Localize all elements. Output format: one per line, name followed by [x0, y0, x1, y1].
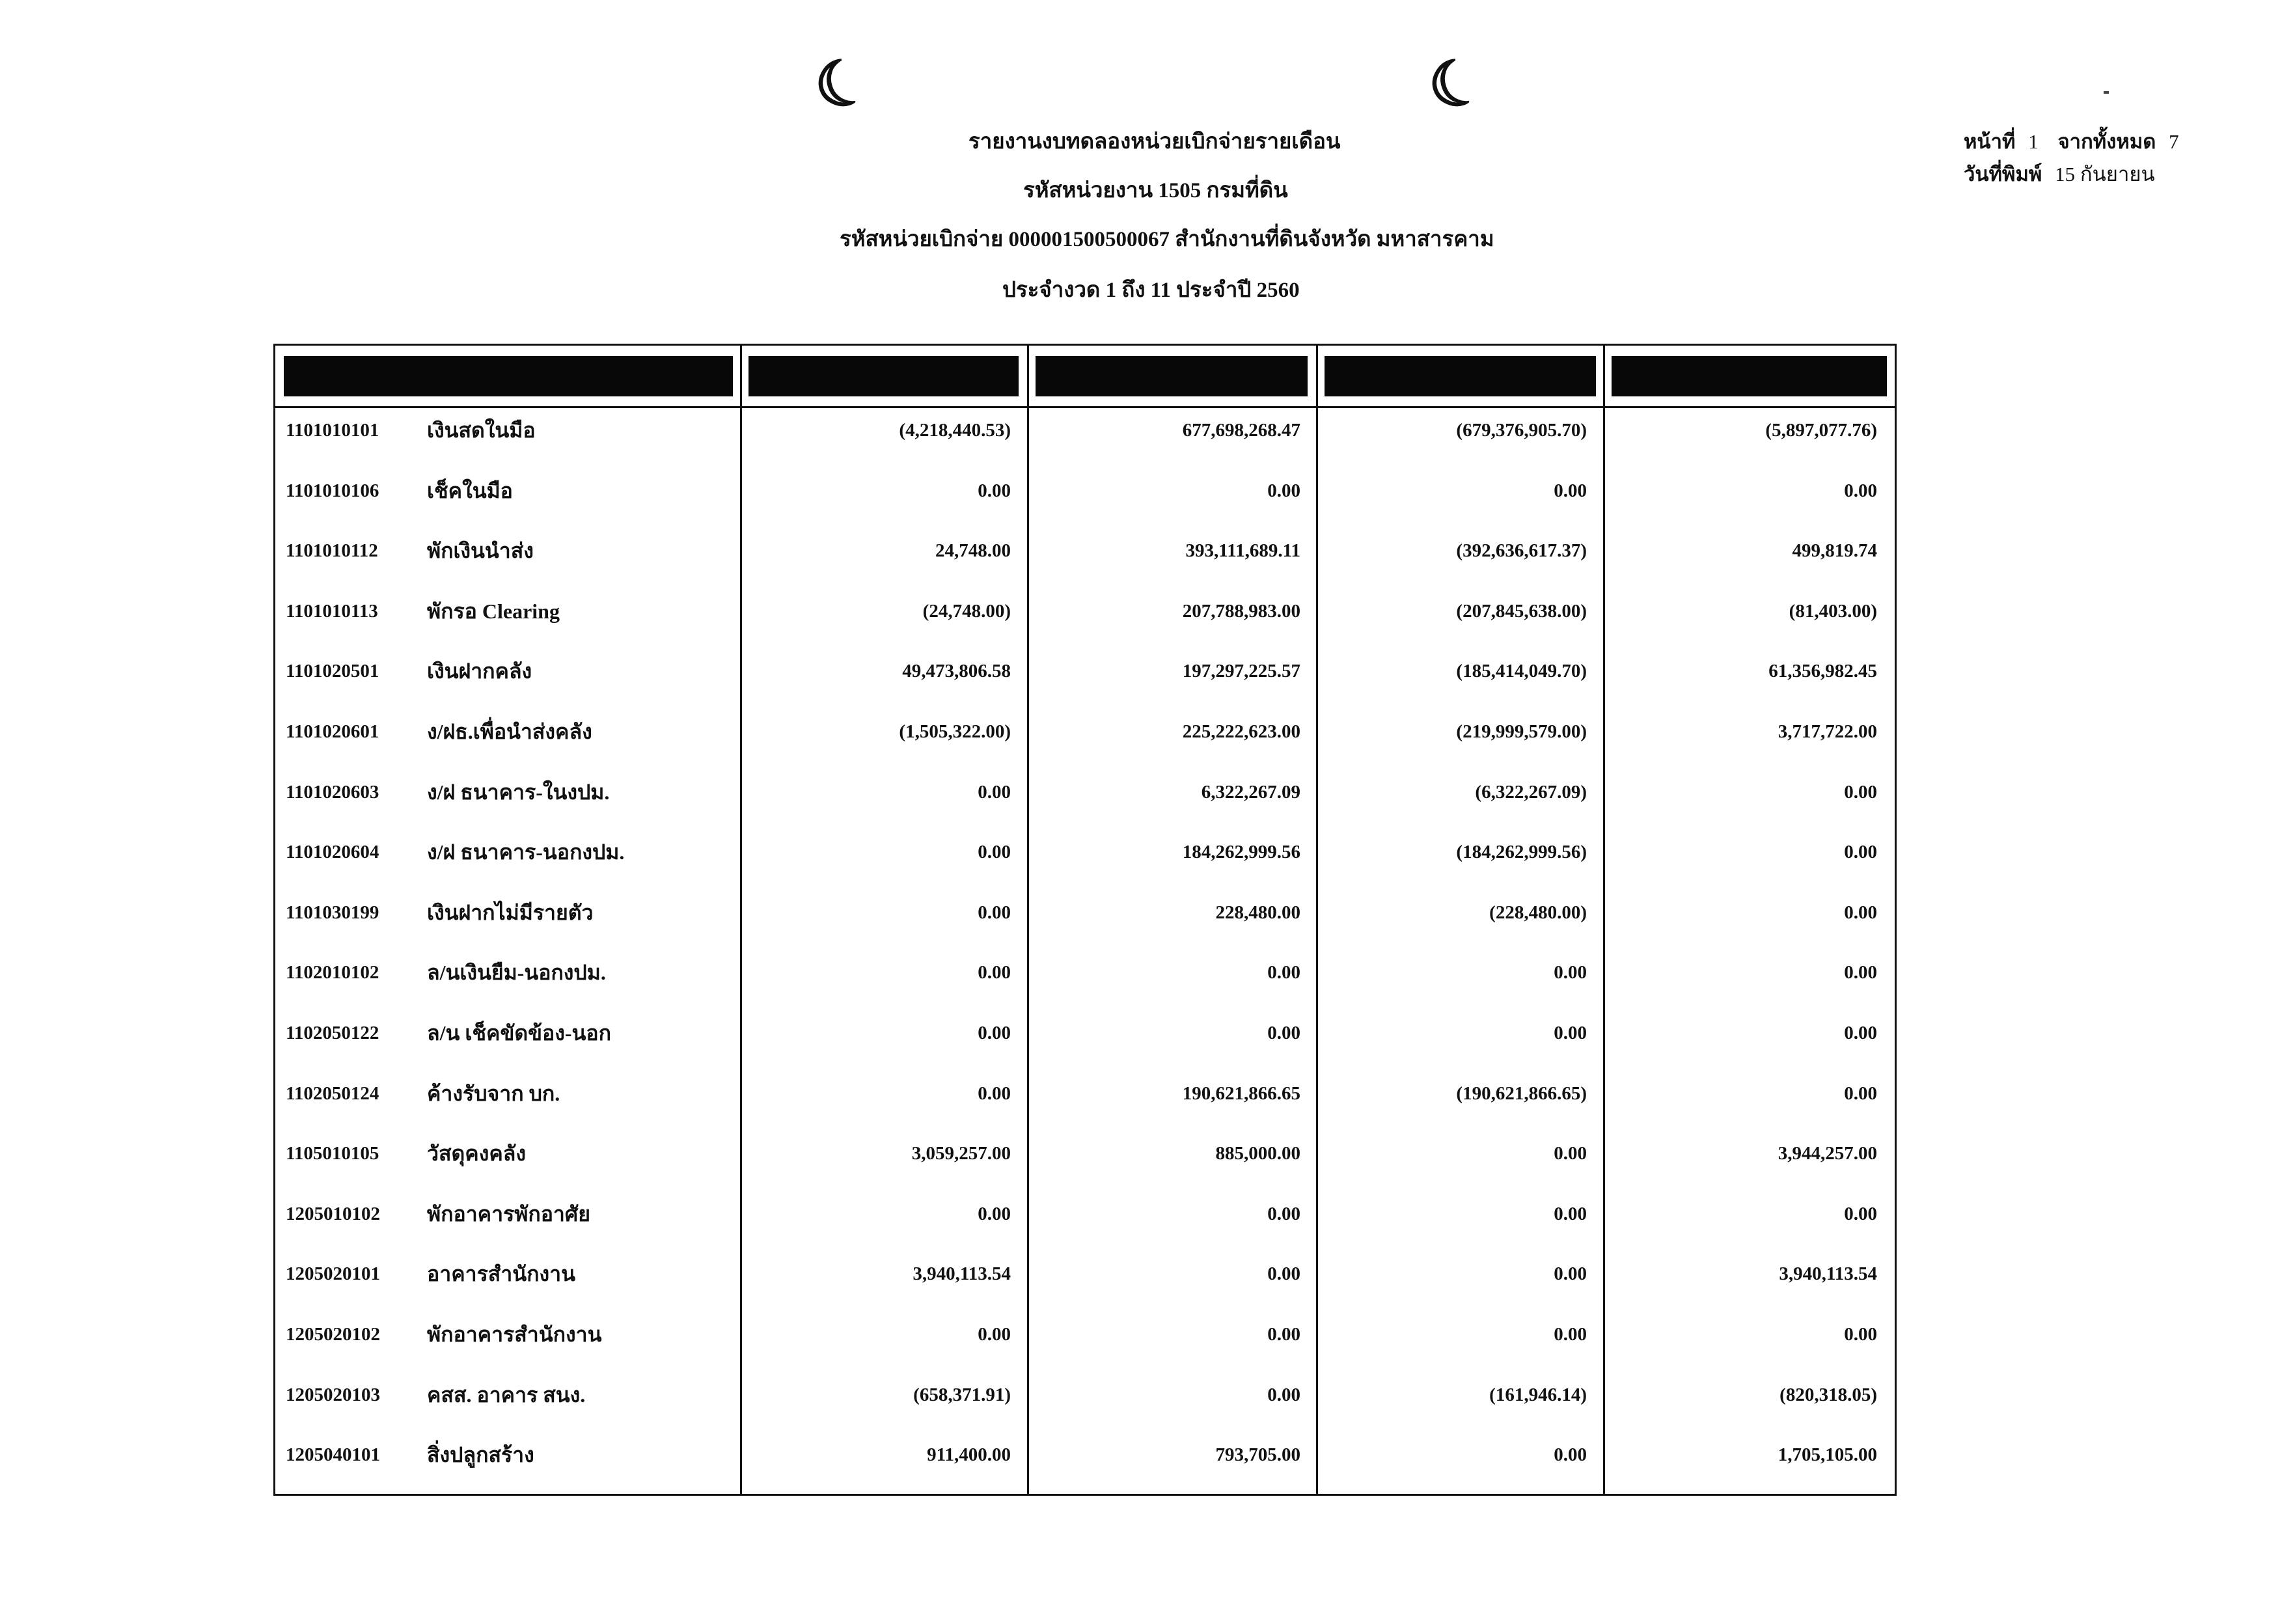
value-col1: 0.00 — [978, 901, 1011, 923]
account-code: 1101010112 — [286, 540, 378, 562]
value-col2: 393,111,689.11 — [1185, 540, 1300, 562]
value-col3: 0.00 — [1554, 1444, 1587, 1466]
account-code: 1101020603 — [286, 781, 379, 803]
total-label: จากทั้งหมด — [2057, 130, 2156, 153]
value-col3: 0.00 — [1554, 1324, 1587, 1345]
value-col3: 0.00 — [1554, 1263, 1587, 1285]
table-row — [275, 1244, 1895, 1304]
account-code: 1105010105 — [286, 1143, 379, 1164]
account-name: เช็คในมือ — [427, 478, 513, 502]
value-col3: (6,322,267.09) — [1475, 781, 1587, 803]
value-col2: 225,222,623.00 — [1182, 721, 1300, 742]
value-col4: 0.00 — [1844, 781, 1877, 803]
table-row — [275, 883, 1895, 943]
account-name: อาคารสำนักงาน — [427, 1262, 575, 1286]
table-row — [275, 400, 1895, 461]
table-row — [275, 1064, 1895, 1124]
value-col2: 207,788,983.00 — [1182, 600, 1300, 622]
account-name: ง/ฝ ธนาคาร-นอกงปม. — [427, 840, 625, 864]
crescent-mark-icon: ☾ — [805, 42, 881, 126]
value-col4: (5,897,077.76) — [1765, 420, 1877, 441]
account-code: 1205040101 — [286, 1444, 380, 1466]
value-col1: (24,748.00) — [922, 600, 1011, 622]
page-number: 1 — [2028, 130, 2039, 153]
value-col3: (228,480.00) — [1489, 901, 1587, 923]
table-row — [275, 521, 1895, 581]
value-col2: 0.00 — [1267, 1023, 1300, 1043]
table-row — [275, 1123, 1895, 1184]
value-col4: 1,705,105.00 — [1778, 1444, 1877, 1466]
value-col4: (81,403.00) — [1789, 600, 1877, 622]
value-col4: 0.00 — [1844, 1203, 1877, 1224]
value-col2: 885,000.00 — [1215, 1143, 1300, 1164]
value-col3: 0.00 — [1554, 480, 1587, 501]
value-col4: 3,717,722.00 — [1778, 721, 1877, 742]
value-col4: 0.00 — [1844, 962, 1877, 984]
account-name: เงินสดในมือ — [427, 419, 536, 442]
value-col4: 499,819.74 — [1792, 540, 1877, 562]
value-col4: (820,318.05) — [1779, 1384, 1877, 1405]
redacted-header-col2 — [1036, 356, 1308, 396]
account-name: พักอาคารพักอาศัย — [427, 1202, 590, 1226]
report-title: รายงานงบทดลองหน่วยเบิกจ่ายรายเดือน — [968, 130, 1341, 154]
print-date-label: วันที่พิมพ์ — [1964, 163, 2042, 186]
crescent-mark-icon: ☾ — [1419, 42, 1494, 126]
table-row — [275, 1003, 1895, 1064]
account-code: 1205020103 — [286, 1384, 380, 1405]
account-name: ง/ฝ ธนาคาร-ในงปม. — [427, 780, 610, 804]
redacted-header-col3 — [1325, 356, 1596, 396]
table-row — [275, 641, 1895, 702]
value-col4: 61,356,982.45 — [1768, 661, 1877, 682]
account-name: วัสดุคงคลัง — [427, 1142, 526, 1166]
table-row — [275, 1365, 1895, 1425]
print-date-info — [1964, 158, 2155, 190]
account-code: 1101010101 — [286, 420, 379, 441]
redacted-header-col1 — [749, 356, 1019, 396]
value-col2: 0.00 — [1267, 1324, 1300, 1345]
account-code: 1101020604 — [286, 842, 379, 863]
value-col4: 0.00 — [1844, 1023, 1877, 1043]
account-code: 1102050124 — [286, 1082, 379, 1104]
value-col1: 49,473,806.58 — [902, 661, 1011, 682]
account-name: เงินฝากไม่มีรายตัว — [427, 900, 594, 924]
account-name: พักเงินนำส่ง — [427, 539, 534, 563]
account-code: 1102050122 — [286, 1023, 379, 1043]
value-col2: 0.00 — [1267, 1384, 1300, 1405]
value-col3: (184,262,999.56) — [1456, 842, 1587, 863]
value-col3: 0.00 — [1554, 962, 1587, 984]
value-col2: 677,698,268.47 — [1182, 420, 1300, 441]
value-col4: 0.00 — [1844, 1082, 1877, 1104]
account-code: 1101030199 — [286, 901, 379, 923]
value-col1: 0.00 — [978, 1023, 1011, 1043]
value-col2: 184,262,999.56 — [1182, 842, 1300, 863]
print-date: 15 กันยายน — [2055, 163, 2155, 186]
table-row — [275, 943, 1895, 1003]
account-name: เงินฝากคลัง — [427, 659, 532, 683]
account-code: 1101010113 — [286, 600, 378, 622]
account-code: 1102010102 — [286, 962, 379, 984]
value-col2: 197,297,225.57 — [1182, 661, 1300, 682]
account-name: ล/น เช็คขัดข้อง-นอก — [427, 1021, 611, 1045]
value-col1: (1,505,322.00) — [899, 721, 1011, 742]
value-col3: (185,414,049.70) — [1456, 661, 1587, 682]
page-label: หน้าที่ — [1964, 130, 2016, 153]
account-code: 1101010106 — [286, 480, 379, 501]
table-row — [275, 581, 1895, 642]
account-code: 1205020101 — [286, 1263, 380, 1285]
account-code: 1205010102 — [286, 1203, 380, 1224]
value-col1: 3,940,113.54 — [913, 1263, 1011, 1285]
trial-balance-table — [273, 344, 1897, 1496]
page-number-info — [1964, 125, 2179, 158]
value-col1: 0.00 — [978, 781, 1011, 803]
table-row — [275, 702, 1895, 762]
value-col1: 0.00 — [978, 480, 1011, 501]
table-row — [275, 461, 1895, 521]
value-col1: 0.00 — [978, 962, 1011, 984]
redacted-header-col4 — [1612, 356, 1887, 396]
value-col2: 0.00 — [1267, 1263, 1300, 1285]
account-code: 1101020501 — [286, 661, 379, 682]
table-row — [275, 822, 1895, 883]
value-col3: 0.00 — [1554, 1143, 1587, 1164]
table-row — [275, 762, 1895, 823]
account-name: สิ่งปลูกสร้าง — [427, 1443, 534, 1467]
value-col3: 0.00 — [1554, 1203, 1587, 1224]
value-col1: 911,400.00 — [927, 1444, 1011, 1466]
value-col4: 0.00 — [1844, 480, 1877, 501]
agency-code-line: รหัสหน่วยงาน 1505 กรมที่ดิน — [1023, 179, 1288, 202]
value-col3: (161,946.14) — [1489, 1384, 1587, 1405]
value-col1: 0.00 — [978, 1324, 1011, 1345]
account-name: พักอาคารสำนักงาน — [427, 1323, 602, 1346]
value-col4: 0.00 — [1844, 1324, 1877, 1345]
value-col3: (207,845,638.00) — [1456, 600, 1587, 622]
disbursement-unit-line: รหัสหน่วยเบิกจ่าย 000001500500067 สำนักงานที่ดินจังหวัด มหาสารคาม — [840, 228, 1494, 251]
account-code: 1101020601 — [286, 721, 379, 742]
value-col1: 0.00 — [978, 1082, 1011, 1104]
value-col2: 190,621,866.65 — [1182, 1082, 1300, 1104]
account-name: ล/นเงินยืม-นอกงปม. — [427, 961, 606, 985]
value-col3: (679,376,905.70) — [1456, 420, 1587, 441]
value-col4: 3,940,113.54 — [1779, 1263, 1877, 1285]
table-row — [275, 1304, 1895, 1365]
value-col3: 0.00 — [1554, 1023, 1587, 1043]
value-col1: (4,218,440.53) — [899, 420, 1011, 441]
value-col2: 0.00 — [1267, 480, 1300, 501]
value-col1: 24,748.00 — [935, 540, 1011, 562]
account-name: ง/ฝธ.เพื่อนำส่งคลัง — [427, 720, 592, 743]
value-col2: 6,322,267.09 — [1201, 781, 1300, 803]
redacted-header-account — [284, 356, 733, 396]
scan-speck — [2104, 91, 2109, 94]
table-row — [275, 1184, 1895, 1245]
value-col4: 3,944,257.00 — [1778, 1143, 1877, 1164]
value-col3: (392,636,617.37) — [1456, 540, 1587, 562]
value-col2: 0.00 — [1267, 1203, 1300, 1224]
value-col1: 0.00 — [978, 1203, 1011, 1224]
account-name: ค้างรับจาก บก. — [427, 1081, 560, 1105]
value-col4: 0.00 — [1844, 842, 1877, 863]
value-col3: (219,999,579.00) — [1456, 721, 1587, 742]
value-col2: 228,480.00 — [1215, 901, 1300, 923]
period-line: ประจำงวด 1 ถึง 11 ประจำปี 2560 — [1002, 279, 1300, 302]
value-col1: (658,371.91) — [913, 1384, 1011, 1405]
value-col1: 3,059,257.00 — [911, 1143, 1011, 1164]
account-code: 1205020102 — [286, 1324, 380, 1345]
total-pages: 7 — [2169, 130, 2179, 153]
account-name: พักรอ Clearing — [427, 599, 560, 623]
value-col2: 0.00 — [1267, 962, 1300, 984]
value-col4: 0.00 — [1844, 901, 1877, 923]
table-row — [275, 1425, 1895, 1485]
value-col2: 793,705.00 — [1215, 1444, 1300, 1466]
account-name: คสส. อาคาร สนง. — [427, 1383, 586, 1407]
value-col3: (190,621,866.65) — [1456, 1082, 1587, 1104]
value-col1: 0.00 — [978, 842, 1011, 863]
